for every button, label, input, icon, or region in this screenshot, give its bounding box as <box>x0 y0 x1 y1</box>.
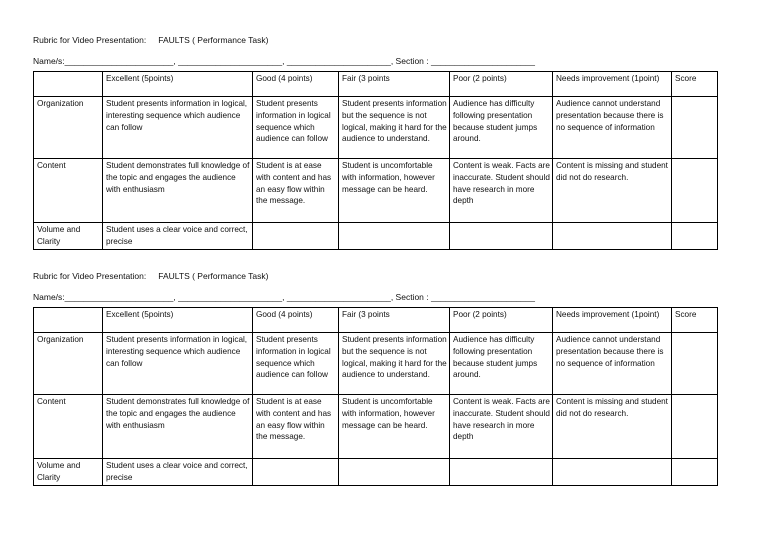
cell-needs-improvement: Content is missing and student did not do research. <box>553 159 672 223</box>
table-row-volume-clarity <box>34 459 718 486</box>
header-cell-fair: Fair (3 points <box>339 72 450 97</box>
header-cell-poor: Poor (2 points) <box>450 72 553 97</box>
cell-score[interactable] <box>672 333 718 395</box>
cell-good: Student is at ease with content and has an easy flow within the message. <box>253 395 339 459</box>
rubric-block-1 <box>33 34 717 250</box>
header-cell-good: Good (4 points) <box>253 72 339 97</box>
header-cell-good: Good (4 points) <box>253 308 339 333</box>
cell-fair: Student presents information but the sequence is not logical, making it hard for the audience to understand. <box>339 97 450 159</box>
cell-needs-improvement: Audience cannot understand presentation because there is no sequence of information <box>553 333 672 395</box>
cell-score[interactable] <box>672 159 718 223</box>
rubric-title-right: FAULTS ( Performance Task) <box>158 35 269 45</box>
cell-poor: Content is weak. Facts are inaccurate. Student should have research in more depth <box>450 395 553 459</box>
cell-good: Student presents information in logical sequence which audience can follow <box>253 333 339 395</box>
cell-fair <box>339 459 450 486</box>
cell-needs-improvement <box>553 459 672 486</box>
header-cell-excellent: Excellent (5points) <box>103 72 253 97</box>
row-label: Organization <box>34 333 103 395</box>
cell-needs-improvement <box>553 223 672 250</box>
cell-excellent: Student uses a clear voice and correct, precise <box>103 459 253 486</box>
row-label: Content <box>34 395 103 459</box>
cell-fair: Student is uncomfortable with information, however message can be heard. <box>339 159 450 223</box>
header-cell-excellent: Excellent (5points) <box>103 308 253 333</box>
header-row <box>34 308 718 333</box>
cell-fair <box>339 223 450 250</box>
row-label: Volume and Clarity <box>34 223 103 250</box>
header-cell-poor: Poor (2 points) <box>450 308 553 333</box>
row-label: Organization <box>34 97 103 159</box>
header-cell-needs-improvement: Needs improvement (1point) <box>553 72 672 97</box>
cell-good <box>253 459 339 486</box>
cell-score[interactable] <box>672 395 718 459</box>
rubric-table <box>33 71 718 250</box>
rubric-block-2 <box>33 270 717 486</box>
cell-poor <box>450 459 553 486</box>
cell-fair: Student is uncomfortable with information, however message can be heard. <box>339 395 450 459</box>
table-row-content <box>34 395 718 459</box>
name-section-line: Name/s:_______________________, ______________________, ______________________, Section : ______________________ <box>33 56 535 66</box>
table-row-volume-clarity <box>34 223 718 250</box>
header-cell-needs-improvement: Needs improvement (1point) <box>553 308 672 333</box>
cell-poor: Audience has difficulty following presentation because student jumps around. <box>450 333 553 395</box>
header-cell-score: Score <box>672 72 718 97</box>
cell-fair: Student presents information but the sequence is not logical, making it hard for the audience to understand. <box>339 333 450 395</box>
rubric-title-left: Rubric for Video Presentation: <box>33 271 147 281</box>
header-row <box>34 72 718 97</box>
cell-excellent: Student presents information in logical, interesting sequence which audience can follow <box>103 333 253 395</box>
rubric-title-right: FAULTS ( Performance Task) <box>158 271 269 281</box>
cell-excellent: Student demonstrates full knowledge of the topic and engages the audience with enthusiasm <box>103 395 253 459</box>
cell-poor <box>450 223 553 250</box>
table-row-organization <box>34 333 718 395</box>
cell-excellent: Student presents information in logical, interesting sequence which audience can follow <box>103 97 253 159</box>
cell-score[interactable] <box>672 223 718 250</box>
rubric-title <box>33 34 717 46</box>
cell-good: Student is at ease with content and has an easy flow within the message. <box>253 159 339 223</box>
name-section-line: Name/s:_______________________, ______________________, ______________________, Section : ______________________ <box>33 292 535 302</box>
cell-poor: Content is weak. Facts are inaccurate. Student should have research in more depth <box>450 159 553 223</box>
header-cell-criteria <box>34 308 103 333</box>
cell-excellent: Student uses a clear voice and correct, precise <box>103 223 253 250</box>
cell-good <box>253 223 339 250</box>
header-cell-score: Score <box>672 308 718 333</box>
table-row-content <box>34 159 718 223</box>
cell-needs-improvement: Content is missing and student did not do research. <box>553 395 672 459</box>
table-row-organization <box>34 97 718 159</box>
cell-poor: Audience has difficulty following presentation because student jumps around. <box>450 97 553 159</box>
cell-needs-improvement: Audience cannot understand presentation because there is no sequence of information <box>553 97 672 159</box>
cell-good: Student presents information in logical sequence which audience can follow <box>253 97 339 159</box>
rubric-table <box>33 307 718 486</box>
cell-score[interactable] <box>672 459 718 486</box>
header-cell-fair: Fair (3 points <box>339 308 450 333</box>
row-label: Content <box>34 159 103 223</box>
rubric-title <box>33 270 717 282</box>
cell-excellent: Student demonstrates full knowledge of the topic and engages the audience with enthusiasm <box>103 159 253 223</box>
header-cell-criteria <box>34 72 103 97</box>
rubric-title-left: Rubric for Video Presentation: <box>33 35 147 45</box>
row-label: Volume and Clarity <box>34 459 103 486</box>
cell-score[interactable] <box>672 97 718 159</box>
